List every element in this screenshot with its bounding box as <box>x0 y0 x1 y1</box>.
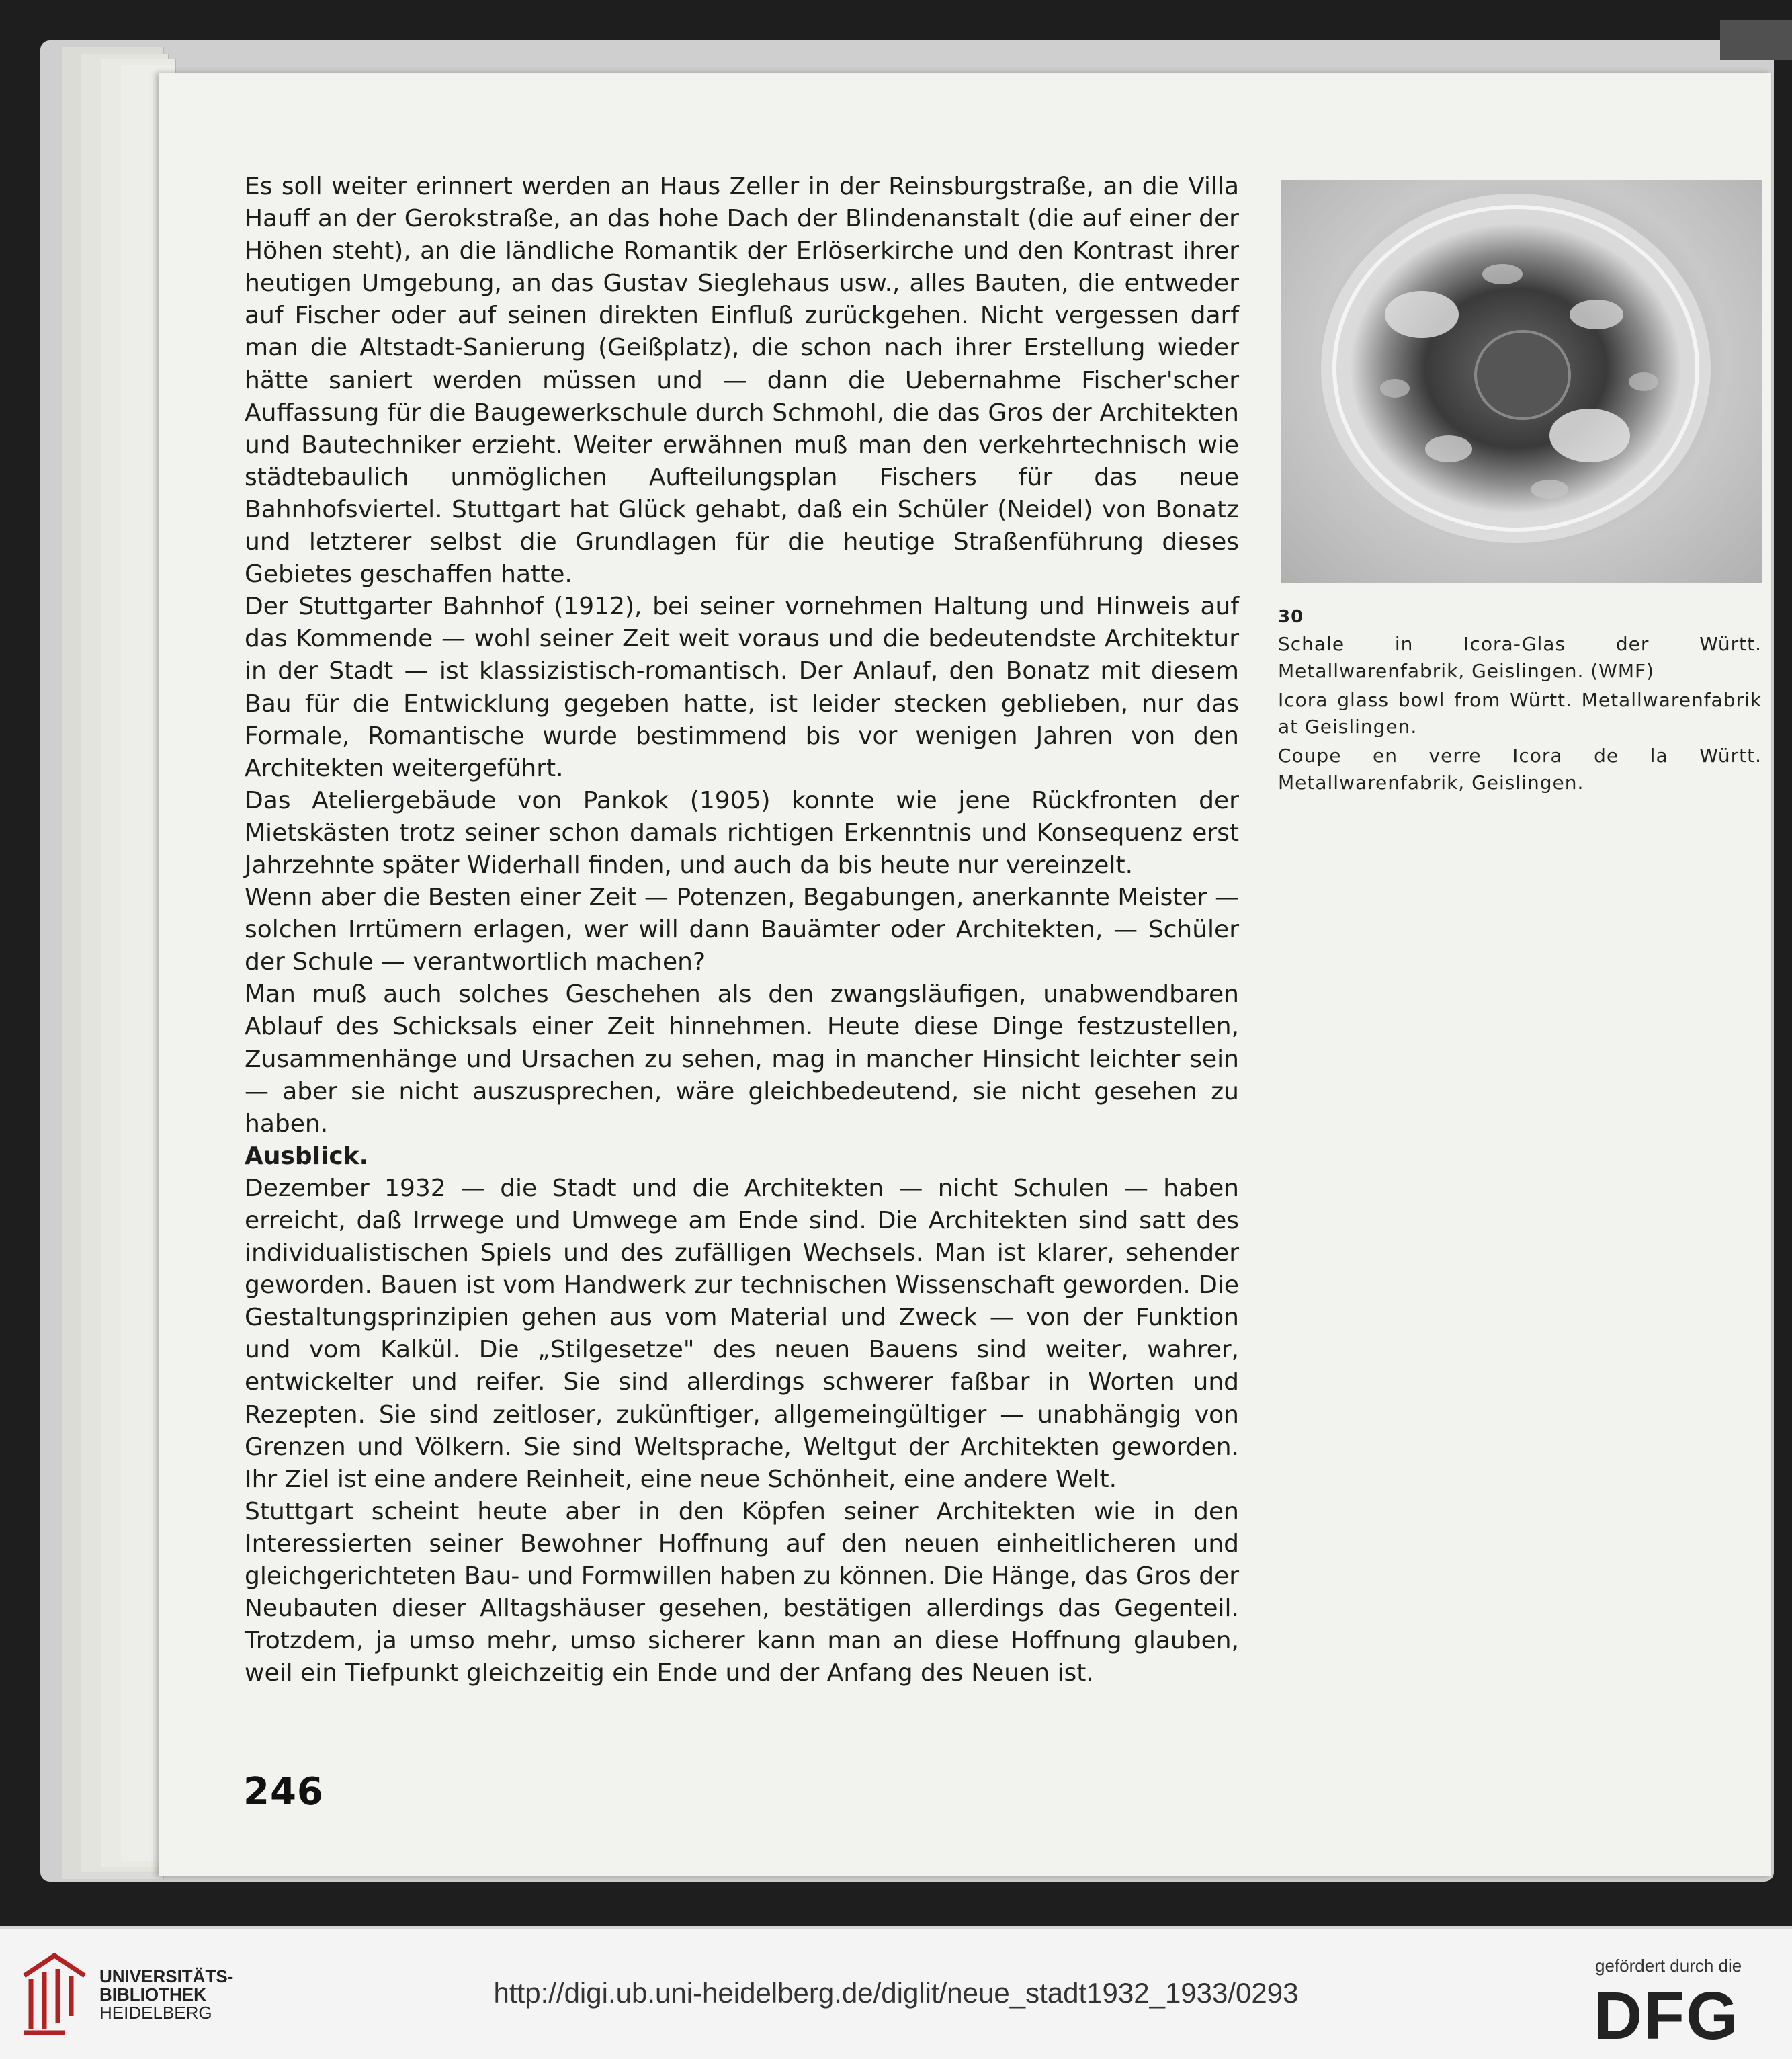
dfg-logo[interactable]: DFG <box>1594 1978 1740 2054</box>
library-name-line: UNIVERSITÄTS- <box>99 1966 234 1986</box>
paragraph: Das Ateliergebäude von Pankok (1905) konnte wie jene Rückfronten der Mietskästen trotz seiner schon damals richtigen Erkenntnis und Konsequenz erst Jahrzehnte später Widerhall finden, und auch da bis heute nur vereinzelt. <box>245 786 1239 879</box>
section-heading: Ausblick. <box>245 1142 369 1170</box>
caption-german: Schale in Icora-Glas der Württ. Metallwarenfabrik, Geislingen. (WMF) <box>1278 632 1762 682</box>
caption-english: Icora glass bowl from Württ. Metallwarenfabrik at Geislingen. <box>1278 688 1762 738</box>
paragraph: Es soll weiter erinnert werden an Haus Zeller in der Reinsburgstraße, an die Villa Hauff an der Gerokstraße, an das hohe Dach der Blindenanstalt (die auf einer der Höhen steht), an die ländliche Romantik der Erlöserkirche und den Kontrast ihrer heutigen Umgebung, an das Gustav Sieglehaus usw., alles Bauten, die entweder auf Fischer oder auf seinen direkten Einfluß zurückgehen. Nicht vergessen darf man die Altstadt-Sanierung (Geißplatz), die schon nach ihrer Erstellung wieder hätte saniert werden müssen und — dann die Uebernahme Fischer'scher Auffassung für die Baugewerkschule durch Schmohl, die das Gros der Architekten und Bautechniker erzieht. Weiter erwähnen muß man den verkehrtechnisch wie städtebaulich unmöglichen Aufteilungsplan Fischers für das neue Bahnhofsviertel. Stuttgart hat Glück gehabt, daß ein Schüler (Neidel) von Bonatz und letzterer selbst die Grundlagen für die heutige Straßenführung dieses Gebietes geschaffen hatte. <box>245 173 1239 589</box>
article-body <box>245 171 1239 1689</box>
paragraph: Wenn aber die Besten einer Zeit — Potenzen, Begabungen, anerkannte Meister — solchen Irrtümern erlagen, wer will dann Bauämter oder Architekten, — Schüler der Schule — verantwortlich machen? <box>245 884 1239 976</box>
funding-label: gefördert durch die <box>1595 1956 1742 1976</box>
figure-caption <box>1278 603 1762 798</box>
paragraph: Der Stuttgarter Bahnhof (1912), bei seiner vornehmen Haltung und Hinweis auf das Kommende — wohl seiner Zeit weit voraus und die bedeutendste Architektur in der Stadt — ist klassizistisch-romantisch. Der Anlauf, den Bonatz mit diesem Bau für die Entwicklung gegeben hatte, ist leider stecken geblieben, nur das Formale, Romantische wurde bestimmend bis vor wenigen Jahren von den Architekten weitergeführt. <box>245 593 1239 782</box>
library-name-line: HEIDELBERG <box>99 2003 212 2023</box>
figure-number: 30 <box>1278 607 1304 627</box>
paragraph: Stuttgart scheint heute aber in den Köpfen seiner Architekten wie in den Interessierten seiner Bewohner Hoffnung auf den neuen einheitlicheren und gleichgerichteten Bau- und Formwillen haben zu können. Die Hänge, das Gros der Neubauten dieser Alltagshäuser gesehen, bestätigen allerdings das Gegenteil. Trotzdem, ja umso mehr, umso sicherer kann man an diese Hoffnung glauben, weil ein Tiefpunkt gleichzeitig ein Ende und der Anfang des Neuen ist. <box>245 1497 1239 1687</box>
paragraph: Dezember 1932 — die Stadt und die Architekten — nicht Schulen — haben erreicht, daß Irrwege und Umwege am Ende sind. Die Architekten sind satt des individualistischen Spiels und des zufälligen Wechsels. Man ist klarer, sehender geworden. Bauen ist vom Handwerk zur technischen Wissenschaft geworden. Die Gestaltungsprinzipien gehen aus vom Material und Zweck — von der Funktion und vom Kalkül. Die „Stilgesetze" des neuen Bauens sind weiter, wahrer, entwickelter und reifer. Sie sind allerdings schwerer faßbar in Worten und Rezepten. Sie sind zeitloser, zukünftiger, allgemeingültiger — unabhängig von Grenzen und Völkern. Sie sind Weltsprache, Weltgut der Architekten geworden. Ihr Ziel ist eine andere Reinheit, eine neue Schönheit, eine andere Welt. <box>245 1174 1239 1493</box>
page-number: 246 <box>243 1770 324 1814</box>
figure-photo <box>1281 180 1762 583</box>
caption-french: Coupe en verre Icora de la Württ. Metallwarenfabrik, Geislingen. <box>1278 744 1762 794</box>
permalink-url[interactable]: http://digi.ub.uni-heidelberg.de/diglit/neue_stadt1932_1933/0293 <box>493 1977 1299 2009</box>
library-name-line: BIBLIOTHEK <box>99 1984 206 2005</box>
glass-bowl-image <box>1281 180 1762 583</box>
viewer-footer <box>0 1926 1792 2059</box>
book-edge-strip <box>1720 20 1792 60</box>
paragraph: Man muß auch solches Geschehen als den zwangsläufigen, unabwendbaren Ablauf des Schicksals einer Zeit hinnehmen. Heute diese Dinge festzustellen, Zusammenhänge und Ursachen zu sehen, mag in mancher Hinsicht leichter sein — aber sie nicht auszusprechen, wäre gleichbedeutend, sie nicht gesehen zu haben. <box>245 980 1239 1138</box>
